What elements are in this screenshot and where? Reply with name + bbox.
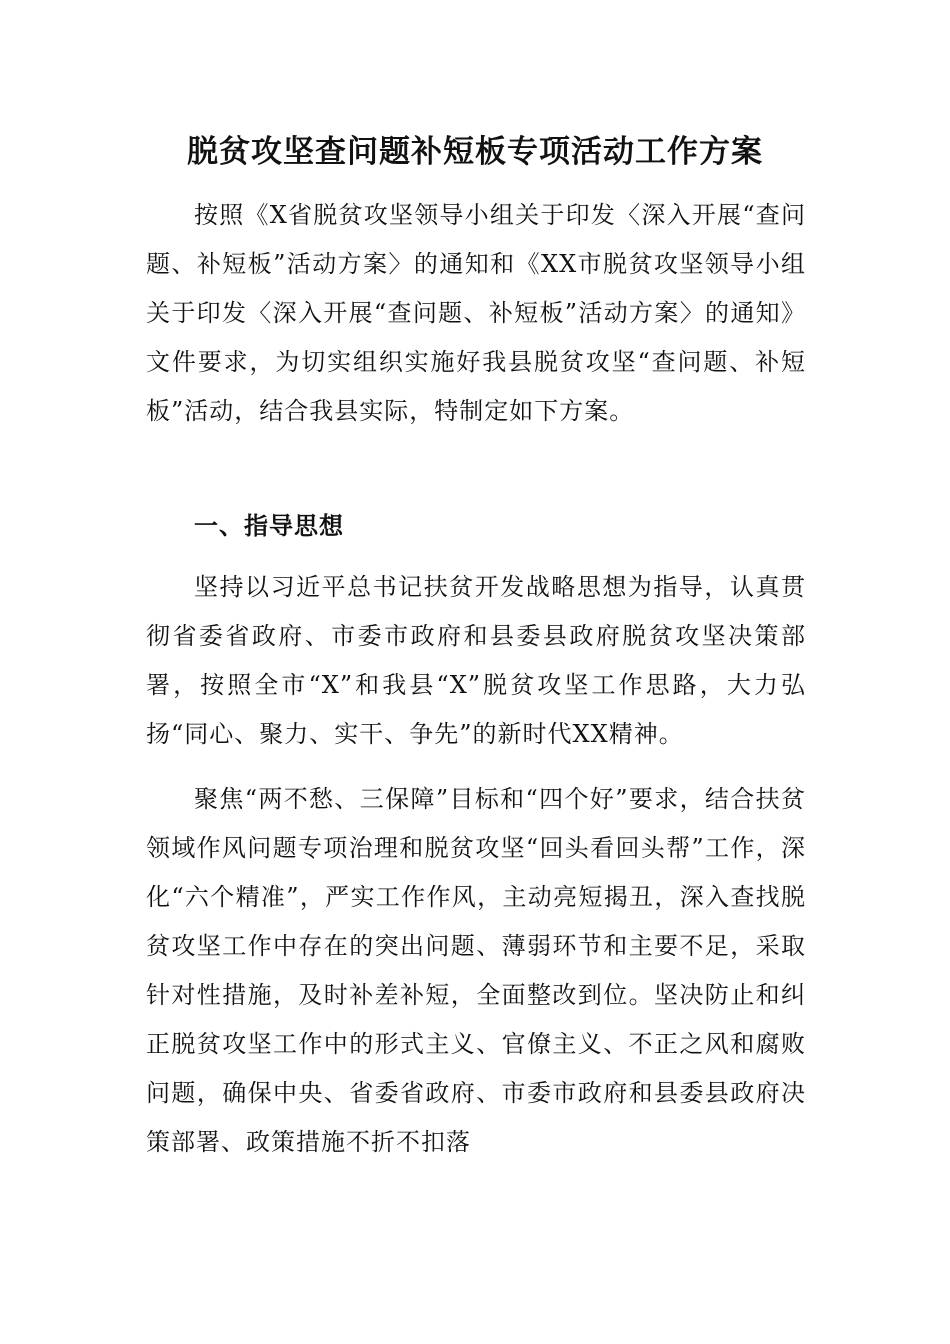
document-title: 脱贫攻坚查问题补短板专项活动工作方案 (187, 134, 763, 170)
section1-paragraph-2: 聚焦“两不愁、三保障”目标和“四个好”要求，结合扶贫领域作风问题专项治理和脱贫攻坚“回头看回头帮”工作，深化“六个精准”，严实工作作风，主动亮短揭丑，深入查找脱贫攻坚工作中存在的突出问题、薄弱环节和主要不足，采取针对性措施，及时补差补短，全面整改到位。坚决防止和纠正脱贫攻坚工作中的形式主义、官僚主义、不正之风和腐败问题，确保中央、省委省政府、市委市政府和县委县政府决策部署、政策措施不折不扣落 (146, 785, 806, 1156)
section-heading-guiding-thought: 一、指导思想 (194, 512, 344, 540)
intro-paragraph: 按照《X省脱贫攻坚领导小组关于印发〈深入开展“查问 题、补短板”活动方案〉的通知和《XX市脱贫攻坚领导小组关于印发〈深入开展“查问题、补短板”活动方案〉的通知》文件要求，为切实组织实施好我县脱贫攻坚“查问题、补短板”活动，结合我县实际，特制定如下方案。 (146, 201, 806, 425)
section1-paragraph-1: 坚持以习近平总书记扶贫开发战略思想为指导，认真贯彻省委省政府、市委市政府和县委县政府脱贫攻坚决策部署，按照全市“X”和我县“X”脱贫攻坚工作思路，大力弘扬“同心、聚力、实干、争先”的新时代XX精神。 (146, 573, 806, 748)
